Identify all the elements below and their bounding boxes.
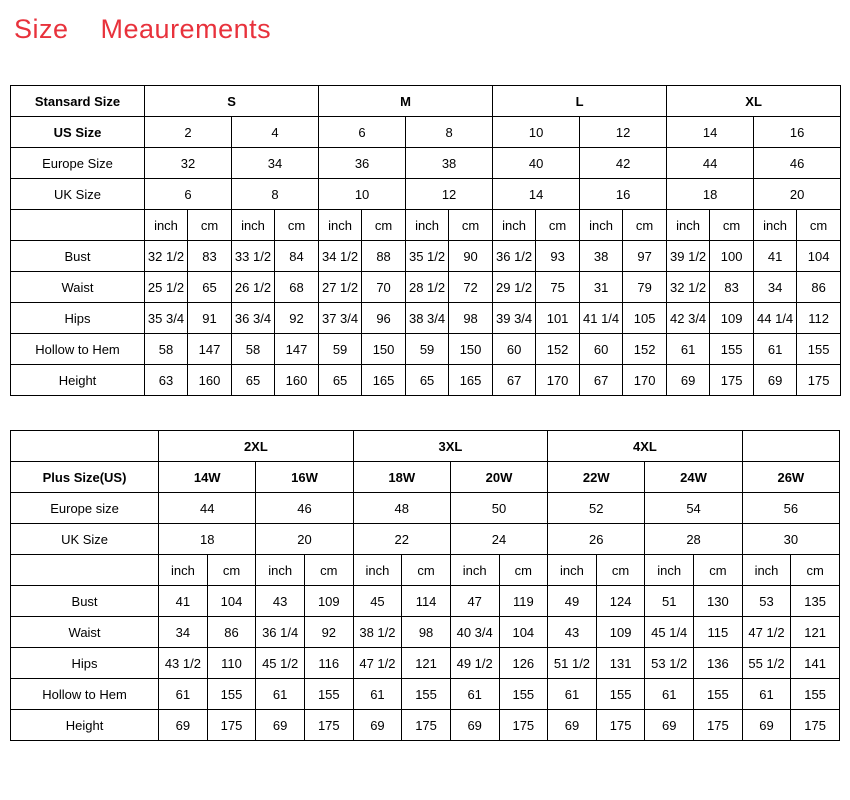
bust-in-8: 41	[754, 241, 797, 272]
plus-waist-in-7: 47 1/2	[742, 617, 791, 648]
plus-eu-50: 50	[450, 493, 547, 524]
waist-cm-3: 70	[362, 272, 406, 303]
plus-hips-in-6: 53 1/2	[645, 648, 694, 679]
plus-hollow-in-2: 61	[256, 679, 305, 710]
waist-in-5: 29 1/2	[493, 272, 536, 303]
plus-hips-cm-6: 136	[694, 648, 743, 679]
waist-cm-4: 72	[449, 272, 493, 303]
group-xl: XL	[667, 86, 841, 117]
row-label-uk-size: UK Size	[11, 179, 145, 210]
hollow-in-6: 60	[580, 334, 623, 365]
plus-row-label-europe-size: Europe size	[11, 493, 159, 524]
unit-inch-6: inch	[580, 210, 623, 241]
hollow-in-3: 59	[319, 334, 362, 365]
hips-in-1: 35 3/4	[145, 303, 188, 334]
hollow-in-8: 61	[754, 334, 797, 365]
cell-uk-8: 8	[232, 179, 319, 210]
standard-size-table-wrapper	[10, 85, 841, 396]
hollow-in-1: 58	[145, 334, 188, 365]
cell-eu-44: 44	[667, 148, 754, 179]
table-row-height	[11, 365, 841, 396]
page-title: Size Meaurements	[14, 14, 272, 44]
plus-unit-cm-2: cm	[304, 555, 353, 586]
cell-eu-40: 40	[493, 148, 580, 179]
waist-in-7: 32 1/2	[667, 272, 710, 303]
waist-cm-7: 83	[710, 272, 754, 303]
cell-us-4: 4	[232, 117, 319, 148]
plus-unit-cm-6: cm	[694, 555, 743, 586]
group-m: M	[319, 86, 493, 117]
height-cm-3: 165	[362, 365, 406, 396]
unit-inch-8: inch	[754, 210, 797, 241]
table-row-plus-hips	[11, 648, 840, 679]
table-row-plus-europe-size	[11, 493, 840, 524]
hips-cm-3: 96	[362, 303, 406, 334]
row-label-units	[11, 210, 145, 241]
waist-in-2: 26 1/2	[232, 272, 275, 303]
plus-unit-cm-1: cm	[207, 555, 256, 586]
hips-in-5: 39 3/4	[493, 303, 536, 334]
plus-waist-in-5: 43	[548, 617, 597, 648]
plus-bust-in-6: 51	[645, 586, 694, 617]
band-blank-left	[11, 431, 159, 462]
height-in-1: 63	[145, 365, 188, 396]
plus-hollow-cm-4: 155	[499, 679, 548, 710]
plus-18w: 18W	[353, 462, 450, 493]
plus-unit-cm-4: cm	[499, 555, 548, 586]
plus-row-label-height: Height	[11, 710, 159, 741]
unit-cm-1: cm	[188, 210, 232, 241]
unit-cm-7: cm	[710, 210, 754, 241]
table-row-plus-units	[11, 555, 840, 586]
plus-hips-cm-3: 121	[402, 648, 451, 679]
plus-unit-inch-1: inch	[159, 555, 208, 586]
waist-in-8: 34	[754, 272, 797, 303]
bust-cm-8: 104	[797, 241, 841, 272]
waist-in-6: 31	[580, 272, 623, 303]
height-cm-7: 175	[710, 365, 754, 396]
cell-uk-12: 12	[406, 179, 493, 210]
plus-waist-in-3: 38 1/2	[353, 617, 402, 648]
bust-in-1: 32 1/2	[145, 241, 188, 272]
row-label-bust: Bust	[11, 241, 145, 272]
plus-height-cm-3: 175	[402, 710, 451, 741]
hips-cm-1: 91	[188, 303, 232, 334]
plus-eu-54: 54	[645, 493, 742, 524]
plus-bust-cm-6: 130	[694, 586, 743, 617]
cell-us-12: 12	[580, 117, 667, 148]
plus-row-label-waist: Waist	[11, 617, 159, 648]
bust-cm-7: 100	[710, 241, 754, 272]
hollow-cm-3: 150	[362, 334, 406, 365]
table-row-us-size	[11, 117, 841, 148]
table-row-plus-height	[11, 710, 840, 741]
hips-in-6: 41 1/4	[580, 303, 623, 334]
plus-26w: 26W	[742, 462, 839, 493]
cell-eu-36: 36	[319, 148, 406, 179]
hollow-cm-1: 147	[188, 334, 232, 365]
hips-in-7: 42 3/4	[667, 303, 710, 334]
waist-in-3: 27 1/2	[319, 272, 362, 303]
cell-us-8: 8	[406, 117, 493, 148]
plus-hips-in-4: 49 1/2	[450, 648, 499, 679]
group-s: S	[145, 86, 319, 117]
cell-uk-10: 10	[319, 179, 406, 210]
table-row-uk-size	[11, 179, 841, 210]
table-row-plus-hollow-to-hem	[11, 679, 840, 710]
height-in-7: 69	[667, 365, 710, 396]
plus-unit-cm-7: cm	[791, 555, 840, 586]
plus-20w: 20W	[450, 462, 547, 493]
plus-height-in-2: 69	[256, 710, 305, 741]
cell-eu-38: 38	[406, 148, 493, 179]
plus-eu-56: 56	[742, 493, 839, 524]
hips-in-2: 36 3/4	[232, 303, 275, 334]
height-in-5: 67	[493, 365, 536, 396]
plus-bust-in-2: 43	[256, 586, 305, 617]
height-in-3: 65	[319, 365, 362, 396]
plus-uk-30: 30	[742, 524, 839, 555]
hollow-cm-6: 152	[623, 334, 667, 365]
plus-hollow-cm-2: 155	[304, 679, 353, 710]
plus-waist-cm-7: 121	[791, 617, 840, 648]
height-cm-2: 160	[275, 365, 319, 396]
plus-height-cm-4: 175	[499, 710, 548, 741]
plus-hips-cm-5: 131	[596, 648, 645, 679]
plus-waist-cm-6: 115	[694, 617, 743, 648]
row-label-hips: Hips	[11, 303, 145, 334]
unit-inch-1: inch	[145, 210, 188, 241]
height-cm-5: 170	[536, 365, 580, 396]
hips-cm-8: 112	[797, 303, 841, 334]
plus-bust-cm-2: 109	[304, 586, 353, 617]
plus-height-cm-6: 175	[694, 710, 743, 741]
hollow-in-2: 58	[232, 334, 275, 365]
row-label-hollow-to-hem: Hollow to Hem	[11, 334, 145, 365]
bust-cm-3: 88	[362, 241, 406, 272]
plus-bust-in-3: 45	[353, 586, 402, 617]
plus-waist-in-1: 34	[159, 617, 208, 648]
table-row-plus-waist	[11, 617, 840, 648]
unit-inch-2: inch	[232, 210, 275, 241]
hollow-in-7: 61	[667, 334, 710, 365]
plus-hollow-in-5: 61	[548, 679, 597, 710]
plus-bust-in-4: 47	[450, 586, 499, 617]
standard-size-label: Stansard Size	[11, 86, 145, 117]
plus-hollow-cm-3: 155	[402, 679, 451, 710]
plus-row-label-uk-size: UK Size	[11, 524, 159, 555]
plus-bust-in-7: 53	[742, 586, 791, 617]
plus-bust-cm-7: 135	[791, 586, 840, 617]
unit-inch-7: inch	[667, 210, 710, 241]
plus-uk-26: 26	[548, 524, 645, 555]
bust-cm-4: 90	[449, 241, 493, 272]
hollow-cm-7: 155	[710, 334, 754, 365]
height-in-8: 69	[754, 365, 797, 396]
cell-eu-46: 46	[754, 148, 841, 179]
unit-cm-8: cm	[797, 210, 841, 241]
plus-bust-in-5: 49	[548, 586, 597, 617]
plus-unit-cm-3: cm	[402, 555, 451, 586]
plus-height-in-1: 69	[159, 710, 208, 741]
cell-us-6: 6	[319, 117, 406, 148]
hips-cm-4: 98	[449, 303, 493, 334]
unit-inch-4: inch	[406, 210, 449, 241]
band-4xl: 4XL	[548, 431, 743, 462]
plus-uk-28: 28	[645, 524, 742, 555]
plus-uk-22: 22	[353, 524, 450, 555]
hollow-in-4: 59	[406, 334, 449, 365]
cell-eu-32: 32	[145, 148, 232, 179]
plus-hips-in-7: 55 1/2	[742, 648, 791, 679]
table-row-bust	[11, 241, 841, 272]
waist-cm-5: 75	[536, 272, 580, 303]
plus-hollow-in-3: 61	[353, 679, 402, 710]
plus-height-in-6: 69	[645, 710, 694, 741]
plus-row-label-bust: Bust	[11, 586, 159, 617]
cell-uk-20: 20	[754, 179, 841, 210]
hollow-cm-4: 150	[449, 334, 493, 365]
group-l: L	[493, 86, 667, 117]
plus-hips-cm-4: 126	[499, 648, 548, 679]
waist-cm-2: 68	[275, 272, 319, 303]
plus-hollow-in-7: 61	[742, 679, 791, 710]
plus-bust-cm-1: 104	[207, 586, 256, 617]
hollow-cm-5: 152	[536, 334, 580, 365]
unit-cm-3: cm	[362, 210, 406, 241]
bust-in-4: 35 1/2	[406, 241, 449, 272]
plus-eu-48: 48	[353, 493, 450, 524]
plus-unit-inch-7: inch	[742, 555, 791, 586]
hips-cm-5: 101	[536, 303, 580, 334]
plus-14w: 14W	[159, 462, 256, 493]
height-cm-6: 170	[623, 365, 667, 396]
plus-height-in-7: 69	[742, 710, 791, 741]
waist-cm-8: 86	[797, 272, 841, 303]
height-cm-8: 175	[797, 365, 841, 396]
plus-unit-inch-6: inch	[645, 555, 694, 586]
plus-height-cm-7: 175	[791, 710, 840, 741]
unit-inch-5: inch	[493, 210, 536, 241]
height-cm-4: 165	[449, 365, 493, 396]
plus-uk-24: 24	[450, 524, 547, 555]
plus-bust-cm-4: 119	[499, 586, 548, 617]
plus-hollow-cm-6: 155	[694, 679, 743, 710]
plus-height-in-3: 69	[353, 710, 402, 741]
plus-eu-44: 44	[159, 493, 256, 524]
hollow-in-5: 60	[493, 334, 536, 365]
hips-in-4: 38 3/4	[406, 303, 449, 334]
hollow-cm-2: 147	[275, 334, 319, 365]
plus-waist-cm-4: 104	[499, 617, 548, 648]
table-row-plus-band	[11, 431, 840, 462]
standard-size-table	[10, 85, 841, 396]
plus-unit-inch-4: inch	[450, 555, 499, 586]
plus-bust-in-1: 41	[159, 586, 208, 617]
cell-uk-6: 6	[145, 179, 232, 210]
plus-hollow-in-4: 61	[450, 679, 499, 710]
height-in-6: 67	[580, 365, 623, 396]
plus-waist-cm-3: 98	[402, 617, 451, 648]
cell-us-14: 14	[667, 117, 754, 148]
plus-waist-cm-2: 92	[304, 617, 353, 648]
cell-eu-42: 42	[580, 148, 667, 179]
table-row-waist	[11, 272, 841, 303]
cell-us-16: 16	[754, 117, 841, 148]
unit-cm-4: cm	[449, 210, 493, 241]
plus-unit-cm-5: cm	[596, 555, 645, 586]
plus-uk-20: 20	[256, 524, 353, 555]
plus-waist-cm-5: 109	[596, 617, 645, 648]
height-cm-1: 160	[188, 365, 232, 396]
cell-uk-18: 18	[667, 179, 754, 210]
plus-waist-cm-1: 86	[207, 617, 256, 648]
plus-hips-in-2: 45 1/2	[256, 648, 305, 679]
height-in-4: 65	[406, 365, 449, 396]
plus-unit-inch-3: inch	[353, 555, 402, 586]
hips-in-8: 44 1/4	[754, 303, 797, 334]
bust-in-2: 33 1/2	[232, 241, 275, 272]
hips-in-3: 37 3/4	[319, 303, 362, 334]
plus-22w: 22W	[548, 462, 645, 493]
plus-bust-cm-5: 124	[596, 586, 645, 617]
plus-hollow-cm-7: 155	[791, 679, 840, 710]
plus-hips-in-5: 51 1/2	[548, 648, 597, 679]
plus-24w: 24W	[645, 462, 742, 493]
table-row-plus-uk-size	[11, 524, 840, 555]
bust-cm-1: 83	[188, 241, 232, 272]
unit-cm-6: cm	[623, 210, 667, 241]
unit-cm-2: cm	[275, 210, 319, 241]
bust-cm-6: 97	[623, 241, 667, 272]
unit-cm-5: cm	[536, 210, 580, 241]
band-blank-right	[742, 431, 839, 462]
plus-hips-in-3: 47 1/2	[353, 648, 402, 679]
plus-row-label-hips: Hips	[11, 648, 159, 679]
plus-size-table-wrapper	[10, 430, 840, 741]
plus-hollow-in-1: 61	[159, 679, 208, 710]
bust-in-3: 34 1/2	[319, 241, 362, 272]
plus-height-cm-5: 175	[596, 710, 645, 741]
plus-hips-cm-7: 141	[791, 648, 840, 679]
bust-in-7: 39 1/2	[667, 241, 710, 272]
height-in-2: 65	[232, 365, 275, 396]
bust-in-5: 36 1/2	[493, 241, 536, 272]
plus-hollow-in-6: 61	[645, 679, 694, 710]
plus-height-cm-2: 175	[304, 710, 353, 741]
hips-cm-6: 105	[623, 303, 667, 334]
hips-cm-7: 109	[710, 303, 754, 334]
waist-in-4: 28 1/2	[406, 272, 449, 303]
table-row-hips	[11, 303, 841, 334]
waist-cm-1: 65	[188, 272, 232, 303]
cell-us-2: 2	[145, 117, 232, 148]
plus-hollow-cm-1: 155	[207, 679, 256, 710]
cell-uk-14: 14	[493, 179, 580, 210]
hollow-cm-8: 155	[797, 334, 841, 365]
band-3xl: 3XL	[353, 431, 548, 462]
plus-row-label-units	[11, 555, 159, 586]
plus-hips-cm-1: 110	[207, 648, 256, 679]
plus-height-in-4: 69	[450, 710, 499, 741]
table-row-plus-bust	[11, 586, 840, 617]
plus-waist-in-6: 45 1/4	[645, 617, 694, 648]
unit-inch-3: inch	[319, 210, 362, 241]
plus-height-cm-1: 175	[207, 710, 256, 741]
row-label-us-size: US Size	[11, 117, 145, 148]
waist-in-1: 25 1/2	[145, 272, 188, 303]
plus-eu-52: 52	[548, 493, 645, 524]
bust-cm-2: 84	[275, 241, 319, 272]
plus-16w: 16W	[256, 462, 353, 493]
table-row-hollow-to-hem	[11, 334, 841, 365]
bust-cm-5: 93	[536, 241, 580, 272]
plus-size-label: Plus Size(US)	[11, 462, 159, 493]
table-row-group-header	[11, 86, 841, 117]
plus-uk-18: 18	[159, 524, 256, 555]
cell-eu-34: 34	[232, 148, 319, 179]
plus-waist-in-4: 40 3/4	[450, 617, 499, 648]
plus-hips-cm-2: 116	[304, 648, 353, 679]
hips-cm-2: 92	[275, 303, 319, 334]
row-label-europe-size: Europe Size	[11, 148, 145, 179]
table-row-europe-size	[11, 148, 841, 179]
cell-us-10: 10	[493, 117, 580, 148]
table-row-units	[11, 210, 841, 241]
plus-row-label-hollow-to-hem: Hollow to Hem	[11, 679, 159, 710]
bust-in-6: 38	[580, 241, 623, 272]
plus-hollow-cm-5: 155	[596, 679, 645, 710]
row-label-height: Height	[11, 365, 145, 396]
cell-uk-16: 16	[580, 179, 667, 210]
band-2xl: 2XL	[159, 431, 354, 462]
plus-waist-in-2: 36 1/4	[256, 617, 305, 648]
plus-unit-inch-5: inch	[548, 555, 597, 586]
plus-bust-cm-3: 114	[402, 586, 451, 617]
row-label-waist: Waist	[11, 272, 145, 303]
plus-height-in-5: 69	[548, 710, 597, 741]
table-row-plus-group-header	[11, 462, 840, 493]
plus-hips-in-1: 43 1/2	[159, 648, 208, 679]
plus-eu-46: 46	[256, 493, 353, 524]
plus-size-table	[10, 430, 840, 741]
waist-cm-6: 79	[623, 272, 667, 303]
plus-unit-inch-2: inch	[256, 555, 305, 586]
